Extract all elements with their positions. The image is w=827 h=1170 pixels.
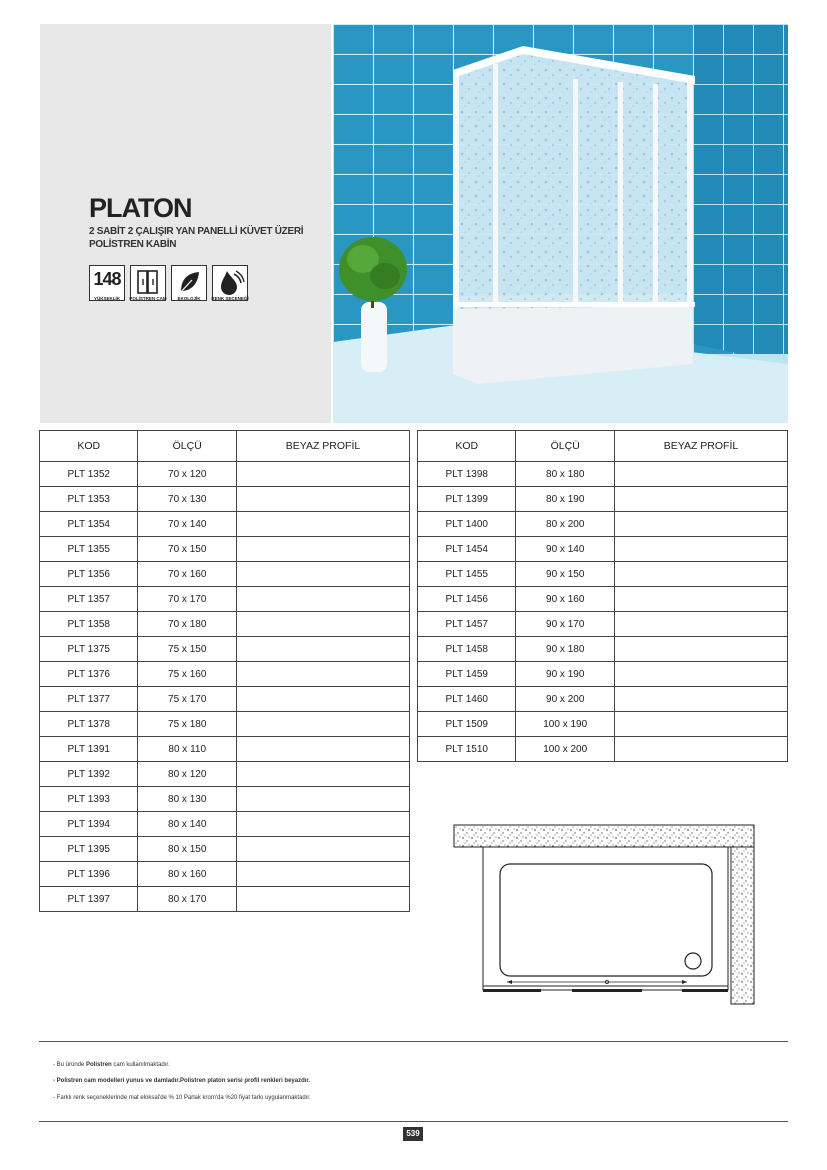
kod-cell: PLT 1400 [418,512,516,537]
olcu-cell: 70 x 120 [138,462,237,487]
kod-cell: PLT 1459 [418,662,516,687]
header-kod: KOD [418,431,516,462]
olcu-cell: 80 x 140 [138,812,237,837]
kod-cell: PLT 1394 [40,812,138,837]
olcu-cell: 80 x 190 [516,487,615,512]
table-row [418,612,788,637]
olcu-cell: 80 x 120 [138,762,237,787]
kod-cell: PLT 1510 [418,737,516,762]
kod-cell: PLT 1354 [40,512,138,537]
kod-cell: PLT 1460 [418,687,516,712]
olcu-cell: 90 x 190 [516,662,615,687]
table-header-row [418,431,788,462]
header-beyaz-profil: BEYAZ PROFİL [614,431,787,462]
product-title: PLATON [89,193,192,223]
table-row [418,712,788,737]
profil-cell [236,487,409,512]
table-row [418,562,788,587]
kod-cell: PLT 1393 [40,787,138,812]
table-row [418,662,788,687]
note-3: - Farklı renk seçeneklerinde mat eloksal'de % 10 Parlak krom'da %20 fiyat farkı uygulanmaktadır. [53,1095,311,1101]
table-row [418,537,788,562]
header-olcu: ÖLÇÜ [516,431,615,462]
kod-cell: PLT 1378 [40,712,138,737]
table-row [418,462,788,487]
profil-cell [614,512,787,537]
note-1-prefix: - Bu üründe [53,1062,87,1068]
table-row [40,662,410,687]
kod-cell: PLT 1396 [40,862,138,887]
profil-cell [236,712,409,737]
profil-cell [236,687,409,712]
olcu-cell: 80 x 130 [138,787,237,812]
table-row [40,637,410,662]
profil-cell [236,862,409,887]
table-row [40,612,410,637]
profil-cell [614,587,787,612]
divider-bottom [39,1121,788,1122]
kod-cell: PLT 1457 [418,612,516,637]
olcu-cell: 70 x 130 [138,487,237,512]
kod-cell: PLT 1356 [40,562,138,587]
profil-cell [614,687,787,712]
badge-height-value: 148 [93,269,121,289]
table-row [40,687,410,712]
kod-cell: PLT 1509 [418,712,516,737]
kod-cell: PLT 1392 [40,762,138,787]
cabin-plan-drawing [452,820,757,1015]
kod-cell: PLT 1398 [418,462,516,487]
profil-cell [236,537,409,562]
kod-cell: PLT 1375 [40,637,138,662]
table-row [40,837,410,862]
table-row [40,787,410,812]
table-row [40,712,410,737]
note-2: - Polistren cam modelleri yunus ve damladır.Polistren platon serisi profil renkleri beyazdır. [53,1078,311,1084]
kod-cell: PLT 1357 [40,587,138,612]
olcu-cell: 80 x 150 [138,837,237,862]
kod-cell: PLT 1397 [40,887,138,912]
product-photo [333,24,788,423]
badge-color-label: RENK SEÇENEĞİ [211,296,249,301]
profil-cell [236,787,409,812]
table-row [40,862,410,887]
profil-cell [614,712,787,737]
profil-cell [236,637,409,662]
table-row [40,487,410,512]
product-subtitle-line1: 2 SABİT 2 ÇALIŞIR YAN PANELLİ KÜVET ÜZERİ [89,226,304,237]
table-row [418,687,788,712]
kod-cell: PLT 1399 [418,487,516,512]
olcu-cell: 75 x 170 [138,687,237,712]
table-row [418,487,788,512]
profil-cell [614,462,787,487]
profil-cell [236,887,409,912]
olcu-cell: 75 x 150 [138,637,237,662]
profil-cell [614,662,787,687]
table-row [40,537,410,562]
olcu-cell: 70 x 160 [138,562,237,587]
profil-cell [614,737,787,762]
table-row [40,562,410,587]
table-row [40,512,410,537]
divider-top [39,1041,788,1042]
header-kod: KOD [40,431,138,462]
olcu-cell: 100 x 200 [516,737,615,762]
table-row [418,587,788,612]
olcu-cell: 90 x 160 [516,587,615,612]
profil-cell [236,612,409,637]
kod-cell: PLT 1376 [40,662,138,687]
profil-cell [236,512,409,537]
profil-cell [236,737,409,762]
olcu-cell: 70 x 170 [138,587,237,612]
table-row [418,737,788,762]
profil-cell [614,537,787,562]
header-olcu: ÖLÇÜ [138,431,237,462]
olcu-cell: 90 x 140 [516,537,615,562]
kod-cell: PLT 1456 [418,587,516,612]
product-subtitle-line2: POLİSTREN KABİN [89,239,177,250]
profil-cell [236,462,409,487]
kod-cell: PLT 1355 [40,537,138,562]
kod-cell: PLT 1395 [40,837,138,862]
profil-cell [614,487,787,512]
profil-cell [236,662,409,687]
kod-cell: PLT 1352 [40,462,138,487]
profil-cell [614,637,787,662]
olcu-cell: 75 x 180 [138,712,237,737]
olcu-cell: 80 x 170 [138,887,237,912]
olcu-cell: 100 x 190 [516,712,615,737]
spec-table-right [417,430,788,762]
kod-cell: PLT 1391 [40,737,138,762]
table-row [418,637,788,662]
olcu-cell: 75 x 160 [138,662,237,687]
profil-cell [614,612,787,637]
table-row [40,812,410,837]
olcu-cell: 80 x 110 [138,737,237,762]
kod-cell: PLT 1454 [418,537,516,562]
profil-cell [236,812,409,837]
table-row [40,587,410,612]
table-row [40,762,410,787]
badge-glass-label: POLİSTREN CAM [129,296,167,301]
badge-height-label: YÜKSEKLİK [93,296,120,301]
olcu-cell: 70 x 180 [138,612,237,637]
profil-cell [614,562,787,587]
profil-cell [236,562,409,587]
table-row [40,887,410,912]
badge-eco-label: EKOLOJİK [177,296,201,301]
kod-cell: PLT 1458 [418,637,516,662]
profil-cell [236,762,409,787]
olcu-cell: 90 x 150 [516,562,615,587]
olcu-cell: 90 x 180 [516,637,615,662]
table-row [40,462,410,487]
note-1 [53,1062,170,1068]
olcu-cell: 90 x 200 [516,687,615,712]
kod-cell: PLT 1377 [40,687,138,712]
kod-cell: PLT 1353 [40,487,138,512]
olcu-cell: 70 x 150 [138,537,237,562]
olcu-cell: 80 x 180 [516,462,615,487]
table-header-row [40,431,410,462]
table-row [40,737,410,762]
profil-cell [236,837,409,862]
table-row [418,512,788,537]
olcu-cell: 80 x 200 [516,512,615,537]
olcu-cell: 80 x 160 [138,862,237,887]
olcu-cell: 90 x 170 [516,612,615,637]
profil-cell [236,587,409,612]
spec-table-left [39,430,410,912]
note-1-bold: Polistren [86,1062,112,1068]
olcu-cell: 70 x 140 [138,512,237,537]
kod-cell: PLT 1358 [40,612,138,637]
note-1-suffix: cam kullanılmaktadır. [111,1062,170,1068]
kod-cell: PLT 1455 [418,562,516,587]
header-beyaz-profil: BEYAZ PROFİL [236,431,409,462]
page-number: 539 [403,1127,423,1141]
